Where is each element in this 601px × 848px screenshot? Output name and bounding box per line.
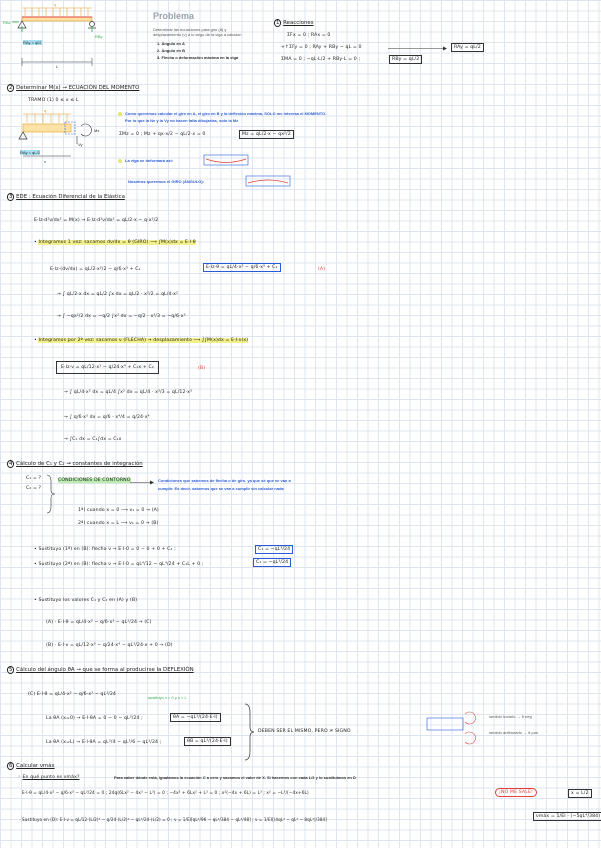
beam-rax-label: RAx [3, 20, 11, 25]
contour-conditions-label: CONDICIONES DE CONTORNO [58, 478, 131, 483]
sign-convention-sketch [425, 706, 485, 746]
c1-unknown: C₁ = ? [26, 476, 42, 481]
beam-diagram [0, 0, 140, 75]
reaction-eq-3: ΣMA = 0 ; −qL·L/2 + RBy·L = 0 ; [281, 57, 361, 62]
integral-step-1: → ∫ qL/2·x dx = qL/2 ∫x dx = qL/2 · x²/2 = qL/4·x² [57, 292, 178, 297]
giro-derivation: E·Iz·(dν/dx) = qL/2·x²/2 − q/6·x³ + C₁ [50, 267, 141, 272]
note-deformation: La viga se deformará así: [118, 158, 173, 163]
beam-length-label: L [56, 64, 59, 69]
section-6-heading: 6 Calcular νmáx [9, 763, 55, 769]
beam-load-label: q [54, 2, 57, 7]
deformed-beam-sketch [202, 153, 252, 169]
section-2-heading: 2 Determinar M(x) → ECUACIÓN DEL MOMENTO [9, 85, 140, 91]
section-2-title: Determinar M(x) → ECUACIÓN DEL MOMENTO [16, 85, 140, 91]
problem-statement-2: desplazamiento (ν) a lo largo de la viga a calcular: [153, 32, 242, 37]
integral-step-3: → ∫ qL/4·x² dx = qL/4 ∫x² dx = qL/4 · x³/3 = qL/12·x³ [64, 390, 192, 395]
moment-result: Mz = qL/2·x − qx²/2 [239, 130, 294, 139]
problem-title: Problema [153, 11, 195, 21]
substitute-x-note: sustituyo x = 0 y x = L [148, 695, 187, 700]
integrate-twice-note: • Integramos por 2ª vez: sacamos ν (FLECHA) → desplazamiento ⟶ ∫∫M(x)dx = E·I·ν(x) [34, 338, 249, 343]
section-6-title: Calcular νmáx [16, 763, 55, 769]
section-5-heading: 5 Cálculo del ángulo θA → que se forma al producirse la DEFLEXIÓN [9, 667, 194, 673]
reaction-eq-2: +↑ΣFy = 0 ; RAy + RBy − qL = 0 [281, 45, 362, 50]
theta-b: La θA (x=L) → E·I·θA = qL³/4 − qL³/6 − qL³/24 ; [46, 740, 162, 745]
problem-item-2: 2. Ángulo en B [157, 48, 185, 53]
problem-item-3: 3. Flecha o deformación máxima en la viga [157, 55, 239, 60]
fbd-ra-label: RAy = qL/2 [20, 150, 40, 155]
reaction-result-a: RAy = qL/2 [451, 43, 484, 52]
vmax-note: Para saber dónde está, igualamos la ecuación C a cero y sacamos el valor de X. Si hacemos con cada L/2 y lo sustituimos en D [114, 775, 356, 780]
beam-ra-label: RAy = ql/2 [23, 40, 42, 45]
flecha-equation-b: E·Iz·ν = qL/12·x³ − q/24·x⁴ + C₁x + C₂ [56, 361, 159, 374]
contour-arrow [130, 480, 154, 485]
c2-unknown: C₂ = ? [26, 486, 42, 491]
ede-equation: E·Iz·d²ν/dx² = M(x) → E·Iz·d²ν/dx² = qL/2·x − q·x²/2 [34, 218, 159, 223]
section-4-heading: 4 Cálculo de C₁ y C₂ → constantes de integración [9, 461, 143, 467]
section-1-title: Reacciones [283, 20, 314, 26]
theta-a-result: θA = −qL³/(24·E·I) [170, 713, 221, 722]
note-giro: Nosotros queremos el GIRO (ÁNGULO): [128, 179, 205, 184]
reaction-eq-1: ΣFx = 0 ; RAx = 0 [287, 33, 331, 38]
vmax-result: νmáx = 1/EI · (−5qL⁴/384) [533, 812, 601, 821]
flecha-tag-b: (B) [198, 366, 206, 371]
section-3-heading: 3 EDE : Ecuación Diferencial de la Elástica [9, 194, 125, 200]
integral-step-5: → ∫C₁ dx = C₁∫dx = C₁x [64, 437, 122, 442]
theta-equation: (C) E·I·θ = qL/4·x² − q/6·x³ − qL³/24 [28, 692, 117, 697]
section-3-title: EDE : Ecuación Diferencial de la Elástica [16, 194, 125, 200]
problem-statement-1: Determinar las ecuaciones para giro (θ) y [153, 27, 227, 32]
fbd-x-label: x [44, 159, 46, 164]
same-value-note: DEBEN SER EL MISMO, PERO ≠ SIGNO [258, 729, 351, 734]
sign-counterclockwise: sentido antihorario → θ pos [489, 730, 538, 735]
integrate-once-note: • Integramos 1 vez: sacamos dν/dx = θ (GIRO) ⟶ ∫M(x)dx = E·I·θ [34, 240, 196, 245]
integral-step-2: → ∫ −qx²/2 dx = −q/2 ∫x² dx = −q/2 · x³/3 = −q/6·x³ [57, 314, 186, 319]
moment-equation: ΣMz = 0 ; Mz + qx·x/2 − qL/2·x = 0 [119, 132, 206, 137]
theta-b-result: θB = qL³/(24·E·I) [184, 737, 231, 746]
reaction-arrow [388, 46, 448, 51]
contour-note-2: cumplir. Es decir, sabemos que se van a cumplir sin calcular nada [158, 486, 284, 491]
beam-rb-label: RBy [95, 34, 103, 39]
sign-clockwise: sentido horario → θ neg [489, 714, 532, 719]
note-moment-2: Por lo que la Nx y la Vy no hacen falta dibujarlas, solo la Mz [125, 118, 239, 123]
fbd-mz-label: Mz [94, 128, 100, 133]
condition-2: 2ª) cuando x = L ⟶ ν₁ = 0 → (B) [78, 521, 159, 526]
giro-tag-a: (A) [318, 267, 326, 272]
section-4-title: Cálculo de C₁ y C₂ → constantes de integración [16, 461, 143, 467]
vmax-question: ◦ En qué punto es νmáx? [18, 775, 80, 780]
contour-brace [45, 474, 57, 514]
reaction-result-b: RBy = qL/2 [389, 55, 422, 64]
contour-note-1: Condiciones que sabemos de flecha o de giro, ya que sé que se van a [158, 478, 291, 483]
vmax-equation-2: Sustituyo en (D): E·I·ν = qL/12·(L/2)³ − q/24·(L/2)⁴ − qL³/24·(L/2) = 0 ; ν = 1/EI[qL⁴/96 − qL⁴/384 − qL⁴/48] ; ν = 1/EI[(4qL⁴ − qL⁴ − 8qL⁴)/384] [22, 817, 327, 822]
problem-block [153, 11, 242, 60]
integral-step-4: → ∫ q/6·x³ dx = q/6 · x⁴/4 = q/24·x⁴ [64, 415, 150, 420]
section-1-heading: 1 Reacciones [276, 20, 314, 26]
c1-result: C₁ = −qL³/24 [253, 558, 291, 567]
substitute-1: • Sustituyo (1ª) en (B): flecha ν → E·I·0 = 0 − 0 + 0 + C₂ ; [34, 547, 176, 552]
c2-result: C₁ = −qL³/24 [255, 545, 293, 554]
substitute-2: • Sustituyo (2ª) en (B): flecha ν → E·I·0 = qL⁴/12 − qL⁴/24 + C₁L + 0 ; [34, 562, 204, 567]
vmax-equation-1: E·I·θ = qL/4·x² − q/6·x³ − qL³/24 = 0 ; 24q(6Lx² − 4x³ − L³) = 0 ; −4x³ + 6Lx² + L³ = 0 ; x²(−4x + 6L) = L³ ; x² = −L³/(−4x+6L) [22, 791, 309, 796]
note-moment-1: Como queremos calcular el giro en A, el giro en B y la deflexión máxima, SOLO me interesa el MOMENTO. [118, 111, 326, 116]
equation-c: (A) · E·I·θ = qL/4·x² − q/6·x³ − qL³/24 → (C) [46, 620, 152, 625]
theta-brace [243, 703, 255, 761]
fbd-vy-label: Vy [78, 142, 83, 147]
giro-sketch [244, 174, 294, 190]
fbd-load-label: q [44, 108, 47, 113]
equation-d: (B) · E·I·ν = qL/12·x³ − q/24·x⁴ − qL³/24·x + 0 → (D) [46, 643, 173, 648]
tramo-label: TRAMO (1) 0 ≤ x ≤ L [28, 98, 79, 103]
theta-a: La θA (x=0) → E·I·θA = 0 − 0 − qL³/24 ; [46, 716, 143, 721]
condition-1: 1ª) cuando x = 0 ⟶ ν₁ = 0 → (A) [78, 508, 159, 513]
no-me-sale-badge: ¡NO ME SALE! [495, 788, 537, 797]
substitute-constants: • Sustituyo los valores C₁ y C₂ en (A) y (B) [34, 598, 138, 603]
section-5-title: Cálculo del ángulo θA → que se forma al producirse la DEFLEXIÓN [16, 667, 194, 673]
free-body-diagram [15, 104, 105, 164]
problem-item-1: 1. Ángulo en A [157, 41, 185, 46]
giro-equation-a: E·Iz·θ = qL/4·x² − q/6·x³ + C₁ [203, 263, 281, 272]
x-result: x = L/2 [568, 789, 592, 798]
